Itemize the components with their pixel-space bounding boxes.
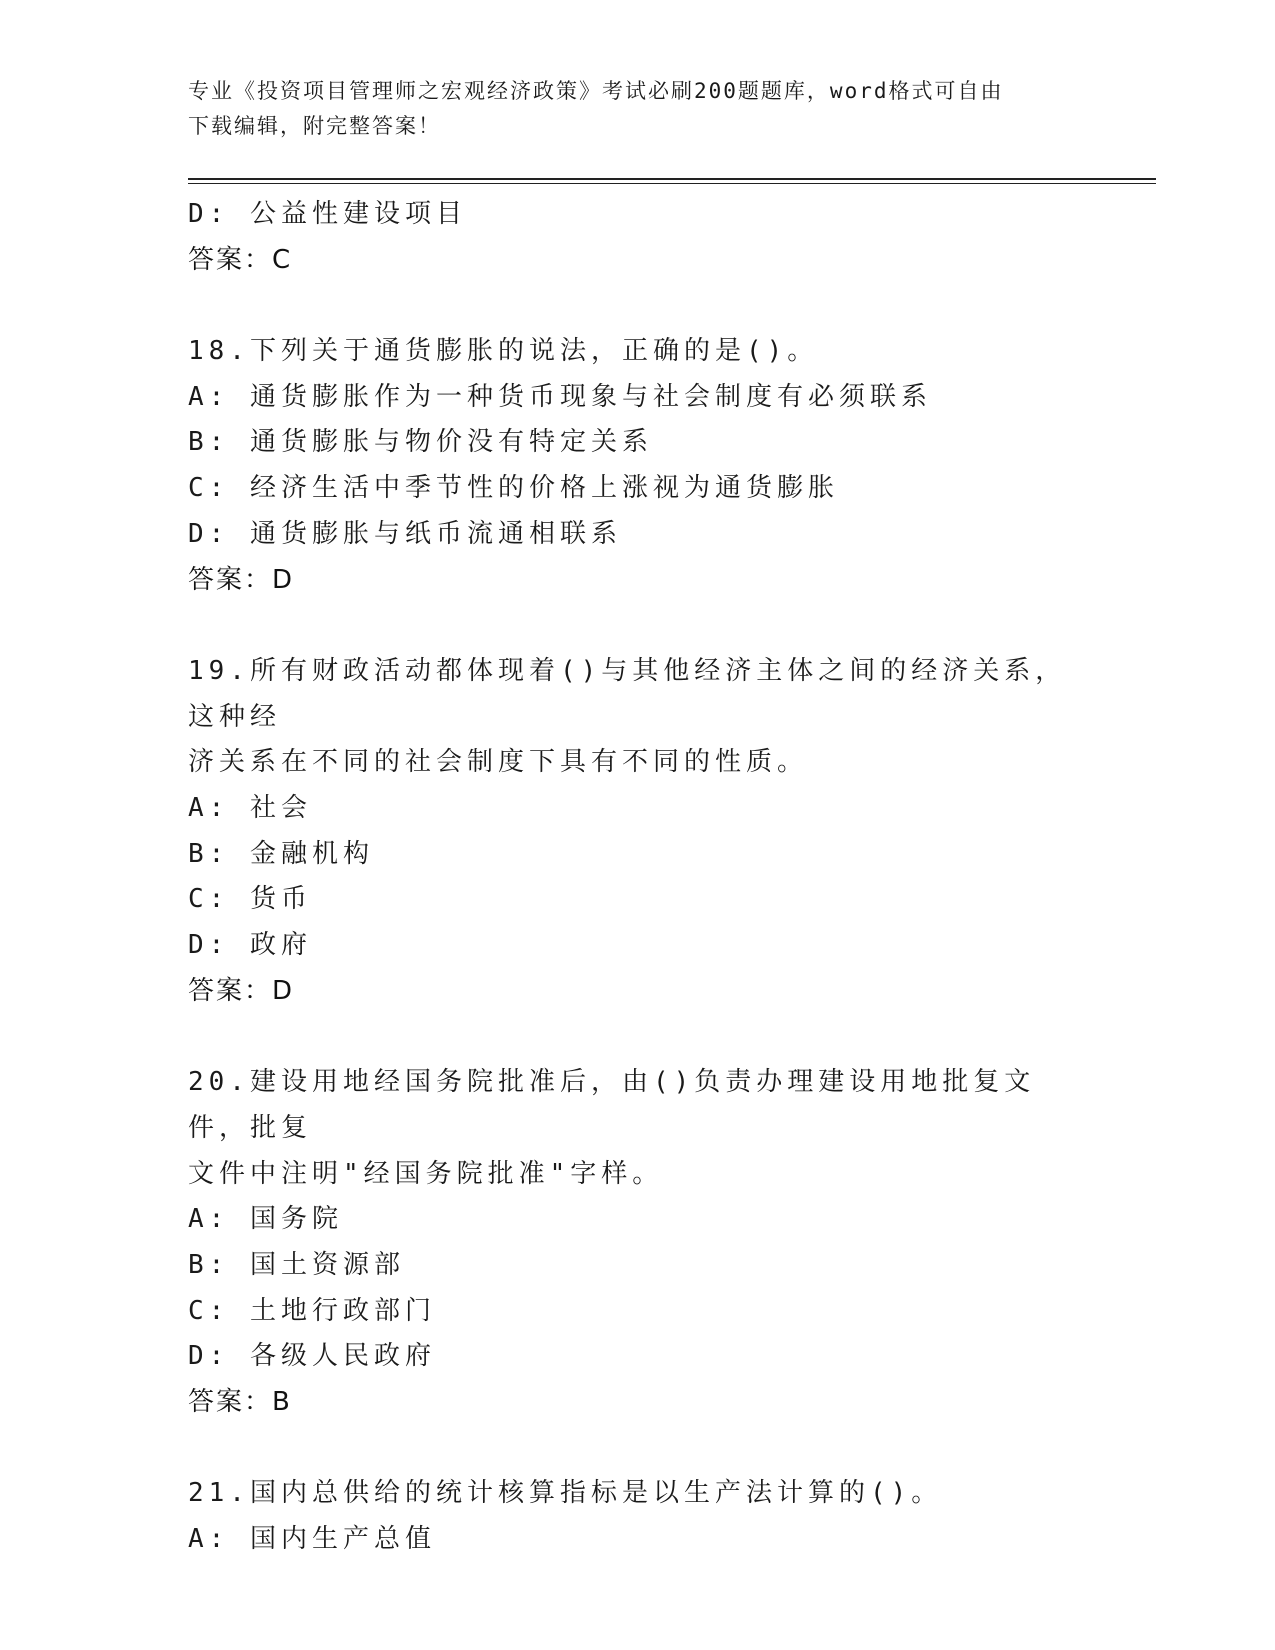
- answer-line: 答案：B: [188, 1386, 292, 1417]
- option-c: C: 土地行政部门: [188, 1295, 436, 1326]
- spacer: [188, 1014, 1088, 1060]
- option-d: D: 政府: [188, 930, 312, 961]
- question-stem-line: 21.国内总供给的统计核算指标是以生产法计算的()。: [188, 1478, 943, 1509]
- option-b: B: 金融机构: [188, 838, 374, 869]
- option-d: D: 各级人民政府: [188, 1341, 436, 1372]
- header-divider-thin: [188, 183, 1156, 184]
- option-b: B: 通货膨胀与物价没有特定关系: [188, 427, 653, 458]
- header-divider-thick: [188, 178, 1156, 180]
- document-header: [188, 74, 1088, 144]
- question-stem-line: 19.所有财政活动都体现着()与其他经济主体之间的经济关系，这种经: [188, 655, 1067, 732]
- answer-line: 答案：D: [188, 564, 295, 595]
- header-line-1: 专业《投资项目管理师之宏观经济政策》考试必刷200题题库，word格式可自由: [188, 79, 1004, 103]
- question-stem-line: 济关系在不同的社会制度下具有不同的性质。: [188, 747, 809, 778]
- option-a: A: 国务院: [188, 1204, 343, 1235]
- question-block: [188, 649, 1088, 1015]
- option-c: C: 货币: [188, 884, 312, 915]
- question-block: [188, 1060, 1088, 1426]
- spacer: [188, 283, 1088, 329]
- option-a: A: 社会: [188, 793, 312, 823]
- question-stem-line: 18.下列关于通货膨胀的说法，正确的是()。: [188, 336, 819, 367]
- option-a: A: 国内生产总值: [188, 1524, 436, 1555]
- answer-line: 答案：C: [188, 244, 293, 275]
- header-line-2: 下载编辑，附完整答案！: [188, 114, 441, 138]
- option-d: D: 通货膨胀与纸币流通相联系: [188, 518, 622, 549]
- spacer: [188, 603, 1088, 649]
- question-block: [188, 1471, 1088, 1562]
- answer-line: 答案：D: [188, 975, 295, 1006]
- document-body: [188, 192, 1088, 1563]
- option-a: A: 通货膨胀作为一种货币现象与社会制度有必须联系: [188, 381, 932, 412]
- option-d: D: 公益性建设项目: [188, 199, 467, 229]
- option-c: C: 经济生活中季节性的价格上涨视为通货膨胀: [188, 473, 839, 504]
- question-block: [188, 329, 1088, 603]
- question-stem-line: 文件中注明"经国务院批准"字样。: [188, 1158, 664, 1189]
- question-stem-line: 20.建设用地经国务院批准后，由()负责办理建设用地批复文件，批复: [188, 1067, 1036, 1143]
- spacer: [188, 1426, 1088, 1472]
- option-b: B: 国土资源部: [188, 1249, 405, 1280]
